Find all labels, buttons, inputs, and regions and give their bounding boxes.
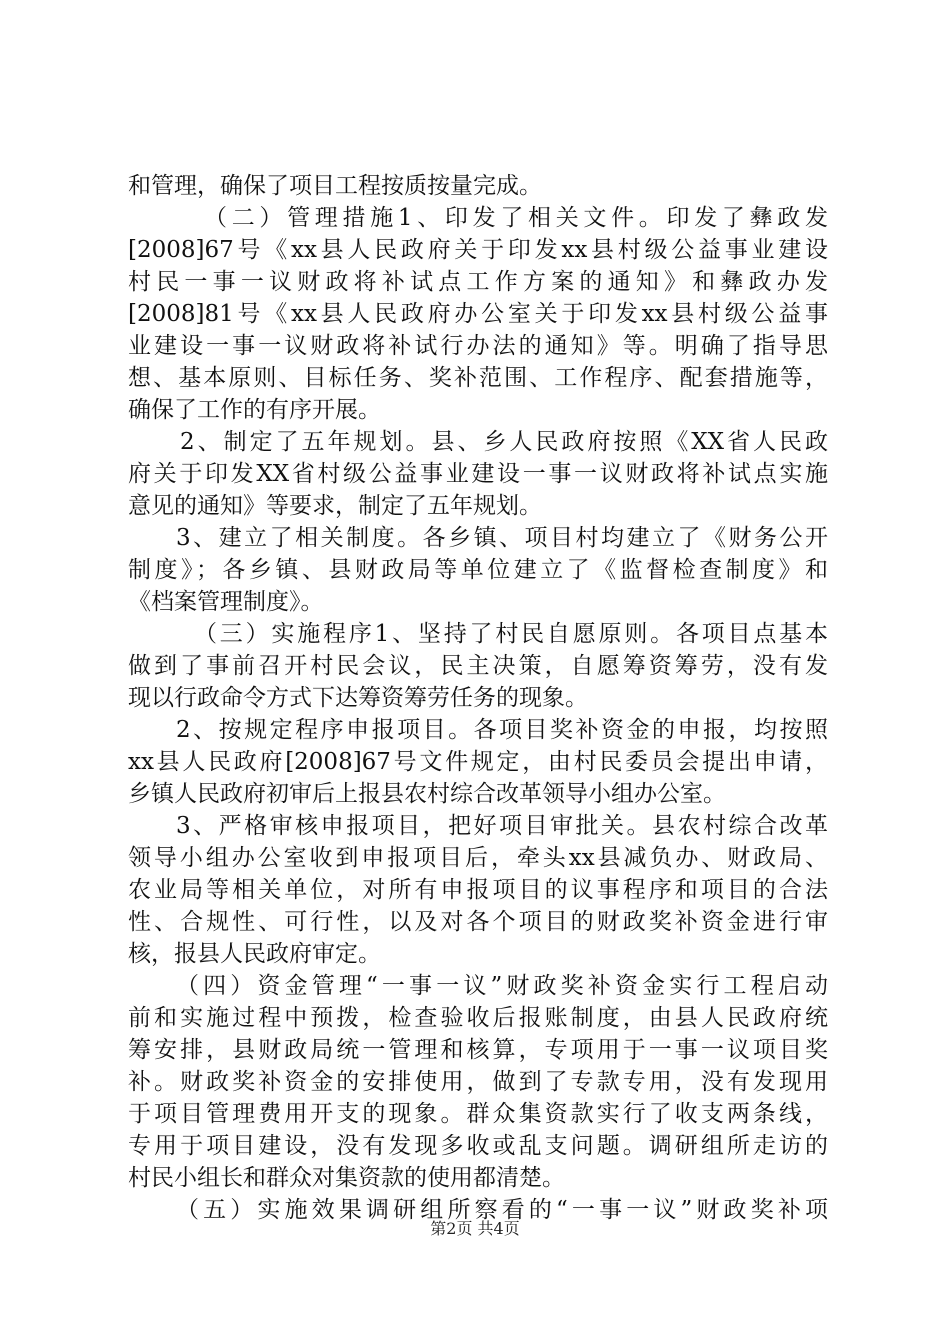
- text-line: xx县人民政府[2008]67号文件规定，由村民委员会提出申请，: [128, 749, 828, 775]
- page-number-footer: 第2页 共4页: [430, 1219, 520, 1238]
- text-line: 于项目管理费用开支的现象。群众集资款实行了收支两条线，: [128, 1101, 828, 1127]
- text-line: 性、合规性、可行性，以及对各个项目的财政奖补资金进行审: [128, 909, 828, 935]
- text-line: 确保了工作的有序开展。: [128, 397, 381, 423]
- text-line: 村民一事一议财政将补试点工作方案的通知》和彝政办发: [128, 269, 828, 295]
- text-line: 专用于项目建设，没有发现多收或乱支问题。调研组所走访的: [128, 1133, 828, 1159]
- text-line: 现以行政命令方式下达筹资筹劳任务的现象。: [128, 685, 588, 711]
- text-line: 意见的通知》等要求，制定了五年规划。: [128, 493, 542, 519]
- text-line: （二）管理措施1、印发了相关文件。印发了彝政发: [204, 205, 828, 231]
- text-line: 乡镇人民政府初审后上报县农村综合改革领导小组办公室。: [128, 781, 726, 807]
- text-line: 农业局等相关单位，对所有申报项目的议事程序和项目的合法: [128, 877, 828, 903]
- text-line: 制度》；各乡镇、县财政局等单位建立了《监督检查制度》和: [128, 557, 828, 583]
- text-line: 2、制定了五年规划。县、乡人民政府按照《XX省人民政: [180, 429, 828, 455]
- text-line: 想、基本原则、目标任务、奖补范围、工作程序、配套措施等，: [128, 365, 828, 391]
- text-line: 府关于印发XX省村级公益事业建设一事一议财政将补试点实施: [128, 461, 828, 487]
- text-line: 筹安排，县财政局统一管理和核算，专项用于一事一议项目奖: [128, 1037, 828, 1063]
- text-line: [2008]81号《xx县人民政府办公室关于印发xx县村级公益事: [128, 301, 828, 327]
- text-line: 业建设一事一议财政将补试行办法的通知》等。明确了指导思: [128, 333, 828, 359]
- text-line: 做到了事前召开村民会议，民主决策，自愿筹资筹劳，没有发: [128, 653, 828, 679]
- text-line: 领导小组办公室收到申报项目后，牵头xx县减负办、财政局、: [128, 845, 828, 871]
- text-line: （四）资金管理“一事一议”财政奖补资金实行工程启动: [176, 973, 828, 999]
- text-line: 补。财政奖补资金的安排使用，做到了专款专用，没有发现用: [128, 1069, 828, 1095]
- text-line: 前和实施过程中预拨，检查验收后报账制度，由县人民政府统: [128, 1005, 828, 1031]
- text-line: （三）实施程序1、坚持了村民自愿原则。各项目点基本: [194, 621, 828, 647]
- text-line: （五）实施效果调研组所察看的“一事一议”财政奖补项: [176, 1197, 828, 1223]
- text-line: [2008]67号《xx县人民政府关于印发xx县村级公益事业建设: [128, 237, 828, 263]
- text-line: 和管理，确保了项目工程按质按量完成。: [128, 173, 542, 199]
- text-line: 3、严格审核申报项目，把好项目审批关。县农村综合改革: [176, 813, 828, 839]
- text-line: 2、按规定程序申报项目。各项目奖补资金的申报，均按照: [176, 717, 828, 743]
- text-line: 《档案管理制度》。: [128, 589, 324, 615]
- text-line: 核，报县人民政府审定。: [128, 941, 381, 967]
- text-line: 村民小组长和群众对集资款的使用都清楚。: [128, 1165, 565, 1191]
- text-line: 3、建立了相关制度。各乡镇、项目村均建立了《财务公开: [176, 525, 828, 551]
